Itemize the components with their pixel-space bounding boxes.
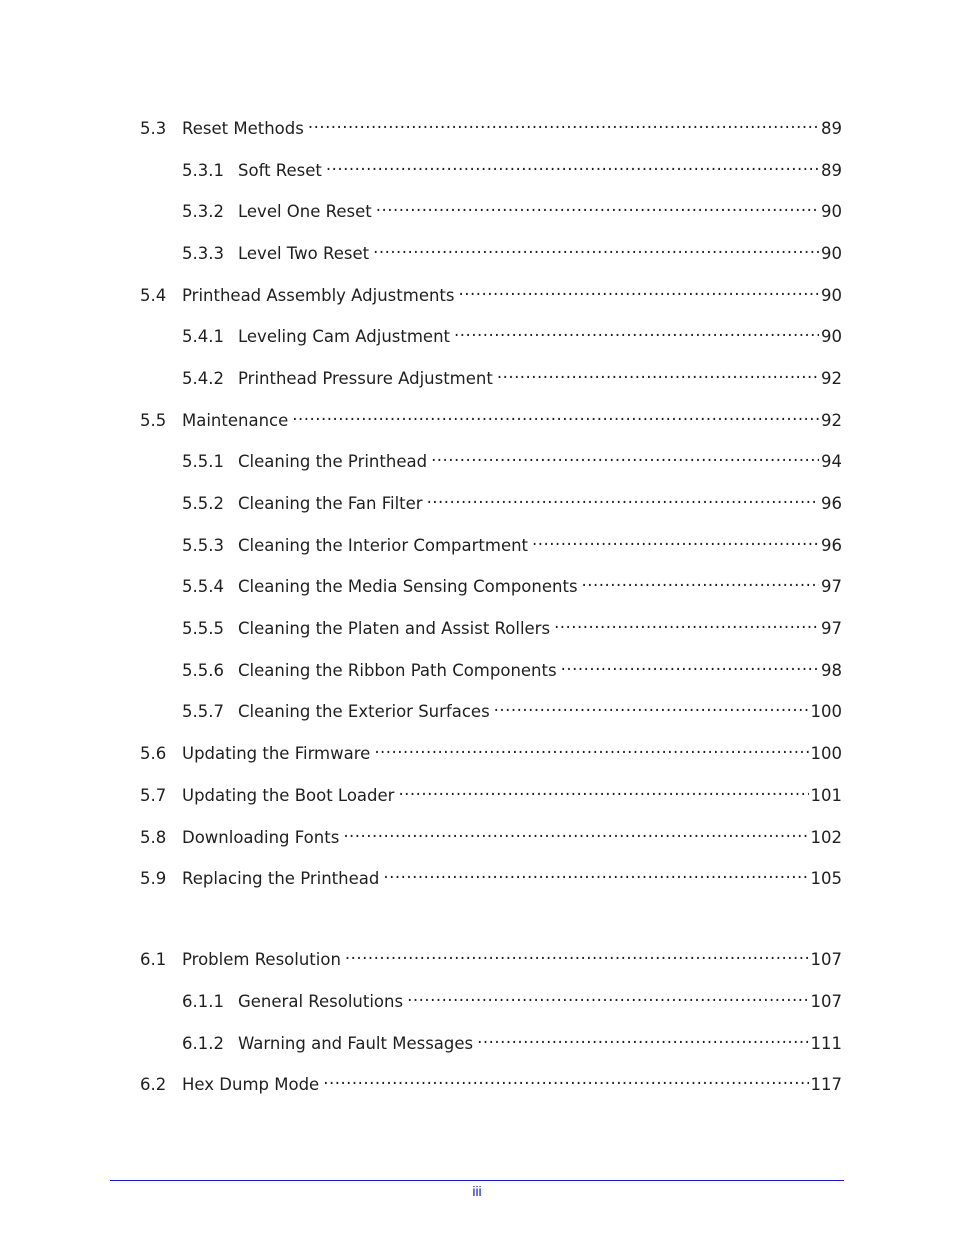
- toc-dot-leader: [554, 612, 819, 634]
- footer-page-number: iii: [472, 1183, 482, 1199]
- toc-section-number: 5.4.1: [182, 327, 224, 346]
- toc-section-number: 5.4.2: [182, 369, 224, 388]
- toc-dot-leader: [345, 943, 809, 965]
- toc-dot-leader: [477, 1027, 808, 1049]
- toc-section-title: Reset Methods: [182, 119, 304, 138]
- toc-section-number: 5.7: [140, 786, 167, 805]
- toc-entry[interactable]: [182, 362, 842, 388]
- toc-section-number: 6.2: [140, 1075, 167, 1094]
- toc-entry[interactable]: [182, 154, 842, 180]
- toc-dot-leader: [407, 985, 808, 1007]
- toc-dot-leader: [398, 779, 808, 801]
- toc-section-number: 6.1.1: [182, 992, 224, 1011]
- toc-entry[interactable]: [182, 695, 842, 721]
- toc-entry[interactable]: [140, 112, 842, 138]
- toc-section-number: 5.3.2: [182, 202, 224, 221]
- toc-dot-leader: [323, 1068, 808, 1090]
- toc-section-number: 5.5.7: [182, 702, 224, 721]
- toc-page-number: 117: [810, 1075, 842, 1094]
- toc-dot-leader: [292, 404, 819, 426]
- toc-dot-leader: [459, 279, 820, 301]
- toc-section-number: 5.5.2: [182, 494, 224, 513]
- toc-page-number: 101: [810, 786, 842, 805]
- toc-section-title: Cleaning the Printhead: [238, 452, 428, 471]
- toc-section-title: Hex Dump Mode: [182, 1075, 320, 1094]
- toc-dot-leader: [373, 237, 819, 259]
- toc-page-number: 105: [810, 869, 842, 888]
- toc-section-number: 5.9: [140, 869, 167, 888]
- toc-section-number: 5.5.6: [182, 661, 224, 680]
- toc-dot-leader: [374, 737, 808, 759]
- toc-dot-leader: [431, 445, 819, 467]
- toc-section-number: 5.8: [140, 828, 167, 847]
- toc-entry[interactable]: [182, 487, 842, 513]
- toc-entry[interactable]: [140, 779, 842, 805]
- toc-entry[interactable]: [182, 654, 842, 680]
- toc-entry[interactable]: [182, 985, 842, 1011]
- toc-dot-leader: [454, 320, 819, 342]
- toc-section-title: Cleaning the Interior Compartment: [238, 536, 529, 555]
- toc-entry[interactable]: [182, 445, 842, 471]
- toc-section-title: Updating the Firmware: [182, 744, 371, 763]
- toc-entry[interactable]: [182, 529, 842, 555]
- toc-section-title: Printhead Assembly Adjustments: [182, 286, 455, 305]
- toc-dot-leader: [561, 654, 819, 676]
- toc-dot-leader: [532, 529, 819, 551]
- toc-section-number: 5.5.5: [182, 619, 224, 638]
- toc-page-number: 94: [821, 452, 842, 471]
- toc-section-number: 5.3: [140, 119, 167, 138]
- toc-section-number: 5.5.1: [182, 452, 224, 471]
- toc-entry[interactable]: [140, 821, 842, 847]
- toc-dot-leader: [376, 195, 819, 217]
- toc-page-number: 89: [821, 119, 842, 138]
- toc-section-title: Cleaning the Fan Filter: [238, 494, 423, 513]
- toc-dot-leader: [494, 695, 809, 717]
- toc-entry[interactable]: [140, 279, 842, 305]
- toc-page-number: 97: [821, 577, 842, 596]
- toc-section-number: 5.6: [140, 744, 167, 763]
- toc-dot-leader: [343, 821, 808, 843]
- toc-section-title: Cleaning the Exterior Surfaces: [238, 702, 490, 721]
- toc-section-number: 6.1.2: [182, 1034, 224, 1053]
- toc-page-number: 90: [821, 202, 842, 221]
- toc-dot-leader: [497, 362, 819, 384]
- toc-page-number: 98: [821, 661, 842, 680]
- toc-page-number: 107: [810, 950, 842, 969]
- toc-page-number: 100: [810, 702, 842, 721]
- toc-section-title: Soft Reset: [238, 161, 322, 180]
- toc-dot-leader: [383, 862, 808, 884]
- toc-page-number: 96: [821, 494, 842, 513]
- toc-page-number: 89: [821, 161, 842, 180]
- toc-section-title: Cleaning the Platen and Assist Rollers: [238, 619, 551, 638]
- toc-section-title: Problem Resolution: [182, 950, 341, 969]
- toc-entry[interactable]: [140, 943, 842, 969]
- toc-section-number: 5.5.3: [182, 536, 224, 555]
- footer-rule: [110, 1180, 844, 1181]
- toc-page-number: 107: [810, 992, 842, 1011]
- toc-section-number: 6.1: [140, 950, 167, 969]
- toc-entry[interactable]: [140, 1068, 842, 1094]
- toc-section-number: 5.4: [140, 286, 167, 305]
- toc-page-number: 96: [821, 536, 842, 555]
- toc-section-title: Leveling Cam Adjustment: [238, 327, 450, 346]
- toc-entry[interactable]: [140, 862, 842, 888]
- toc-section-title: Warning and Fault Messages: [238, 1034, 474, 1053]
- toc-section-title: Level Two Reset: [238, 244, 370, 263]
- toc-dot-leader: [427, 487, 819, 509]
- toc-entry[interactable]: [182, 195, 842, 221]
- toc-section-title: Downloading Fonts: [182, 828, 340, 847]
- toc-section-number: 5.5: [140, 411, 167, 430]
- toc-entry[interactable]: [182, 1027, 842, 1053]
- toc-section-title: Cleaning the Media Sensing Components: [238, 577, 578, 596]
- toc-section-title: Cleaning the Ribbon Path Components: [238, 661, 557, 680]
- toc-entry[interactable]: [140, 737, 842, 763]
- toc-section-title: Level One Reset: [238, 202, 372, 221]
- toc-section-number: 5.3.3: [182, 244, 224, 263]
- toc-section-number: 5.3.1: [182, 161, 224, 180]
- toc-page-number: 111: [810, 1034, 842, 1053]
- toc-page-number: 102: [810, 828, 842, 847]
- toc-dot-leader: [326, 154, 819, 176]
- toc-entry[interactable]: [182, 612, 842, 638]
- toc-page-number: 92: [821, 411, 842, 430]
- toc-page-number: 90: [821, 327, 842, 346]
- toc-entry[interactable]: [182, 237, 842, 263]
- toc-page-number: 90: [821, 244, 842, 263]
- toc-page-number: 100: [810, 744, 842, 763]
- toc-entry[interactable]: [182, 570, 842, 596]
- toc-section-title: General Resolutions: [238, 992, 404, 1011]
- toc-section-title: Updating the Boot Loader: [182, 786, 395, 805]
- toc-page-number: 90: [821, 286, 842, 305]
- toc-page-number: 97: [821, 619, 842, 638]
- toc-dot-leader: [308, 112, 819, 134]
- toc-section-title: Maintenance: [182, 411, 289, 430]
- toc-entry[interactable]: [182, 320, 842, 346]
- toc-section-title: Printhead Pressure Adjustment: [238, 369, 493, 388]
- toc-section-title: Replacing the Printhead: [182, 869, 380, 888]
- toc-dot-leader: [582, 570, 819, 592]
- toc-page-number: 92: [821, 369, 842, 388]
- toc-entry[interactable]: [140, 404, 842, 430]
- toc-section-number: 5.5.4: [182, 577, 224, 596]
